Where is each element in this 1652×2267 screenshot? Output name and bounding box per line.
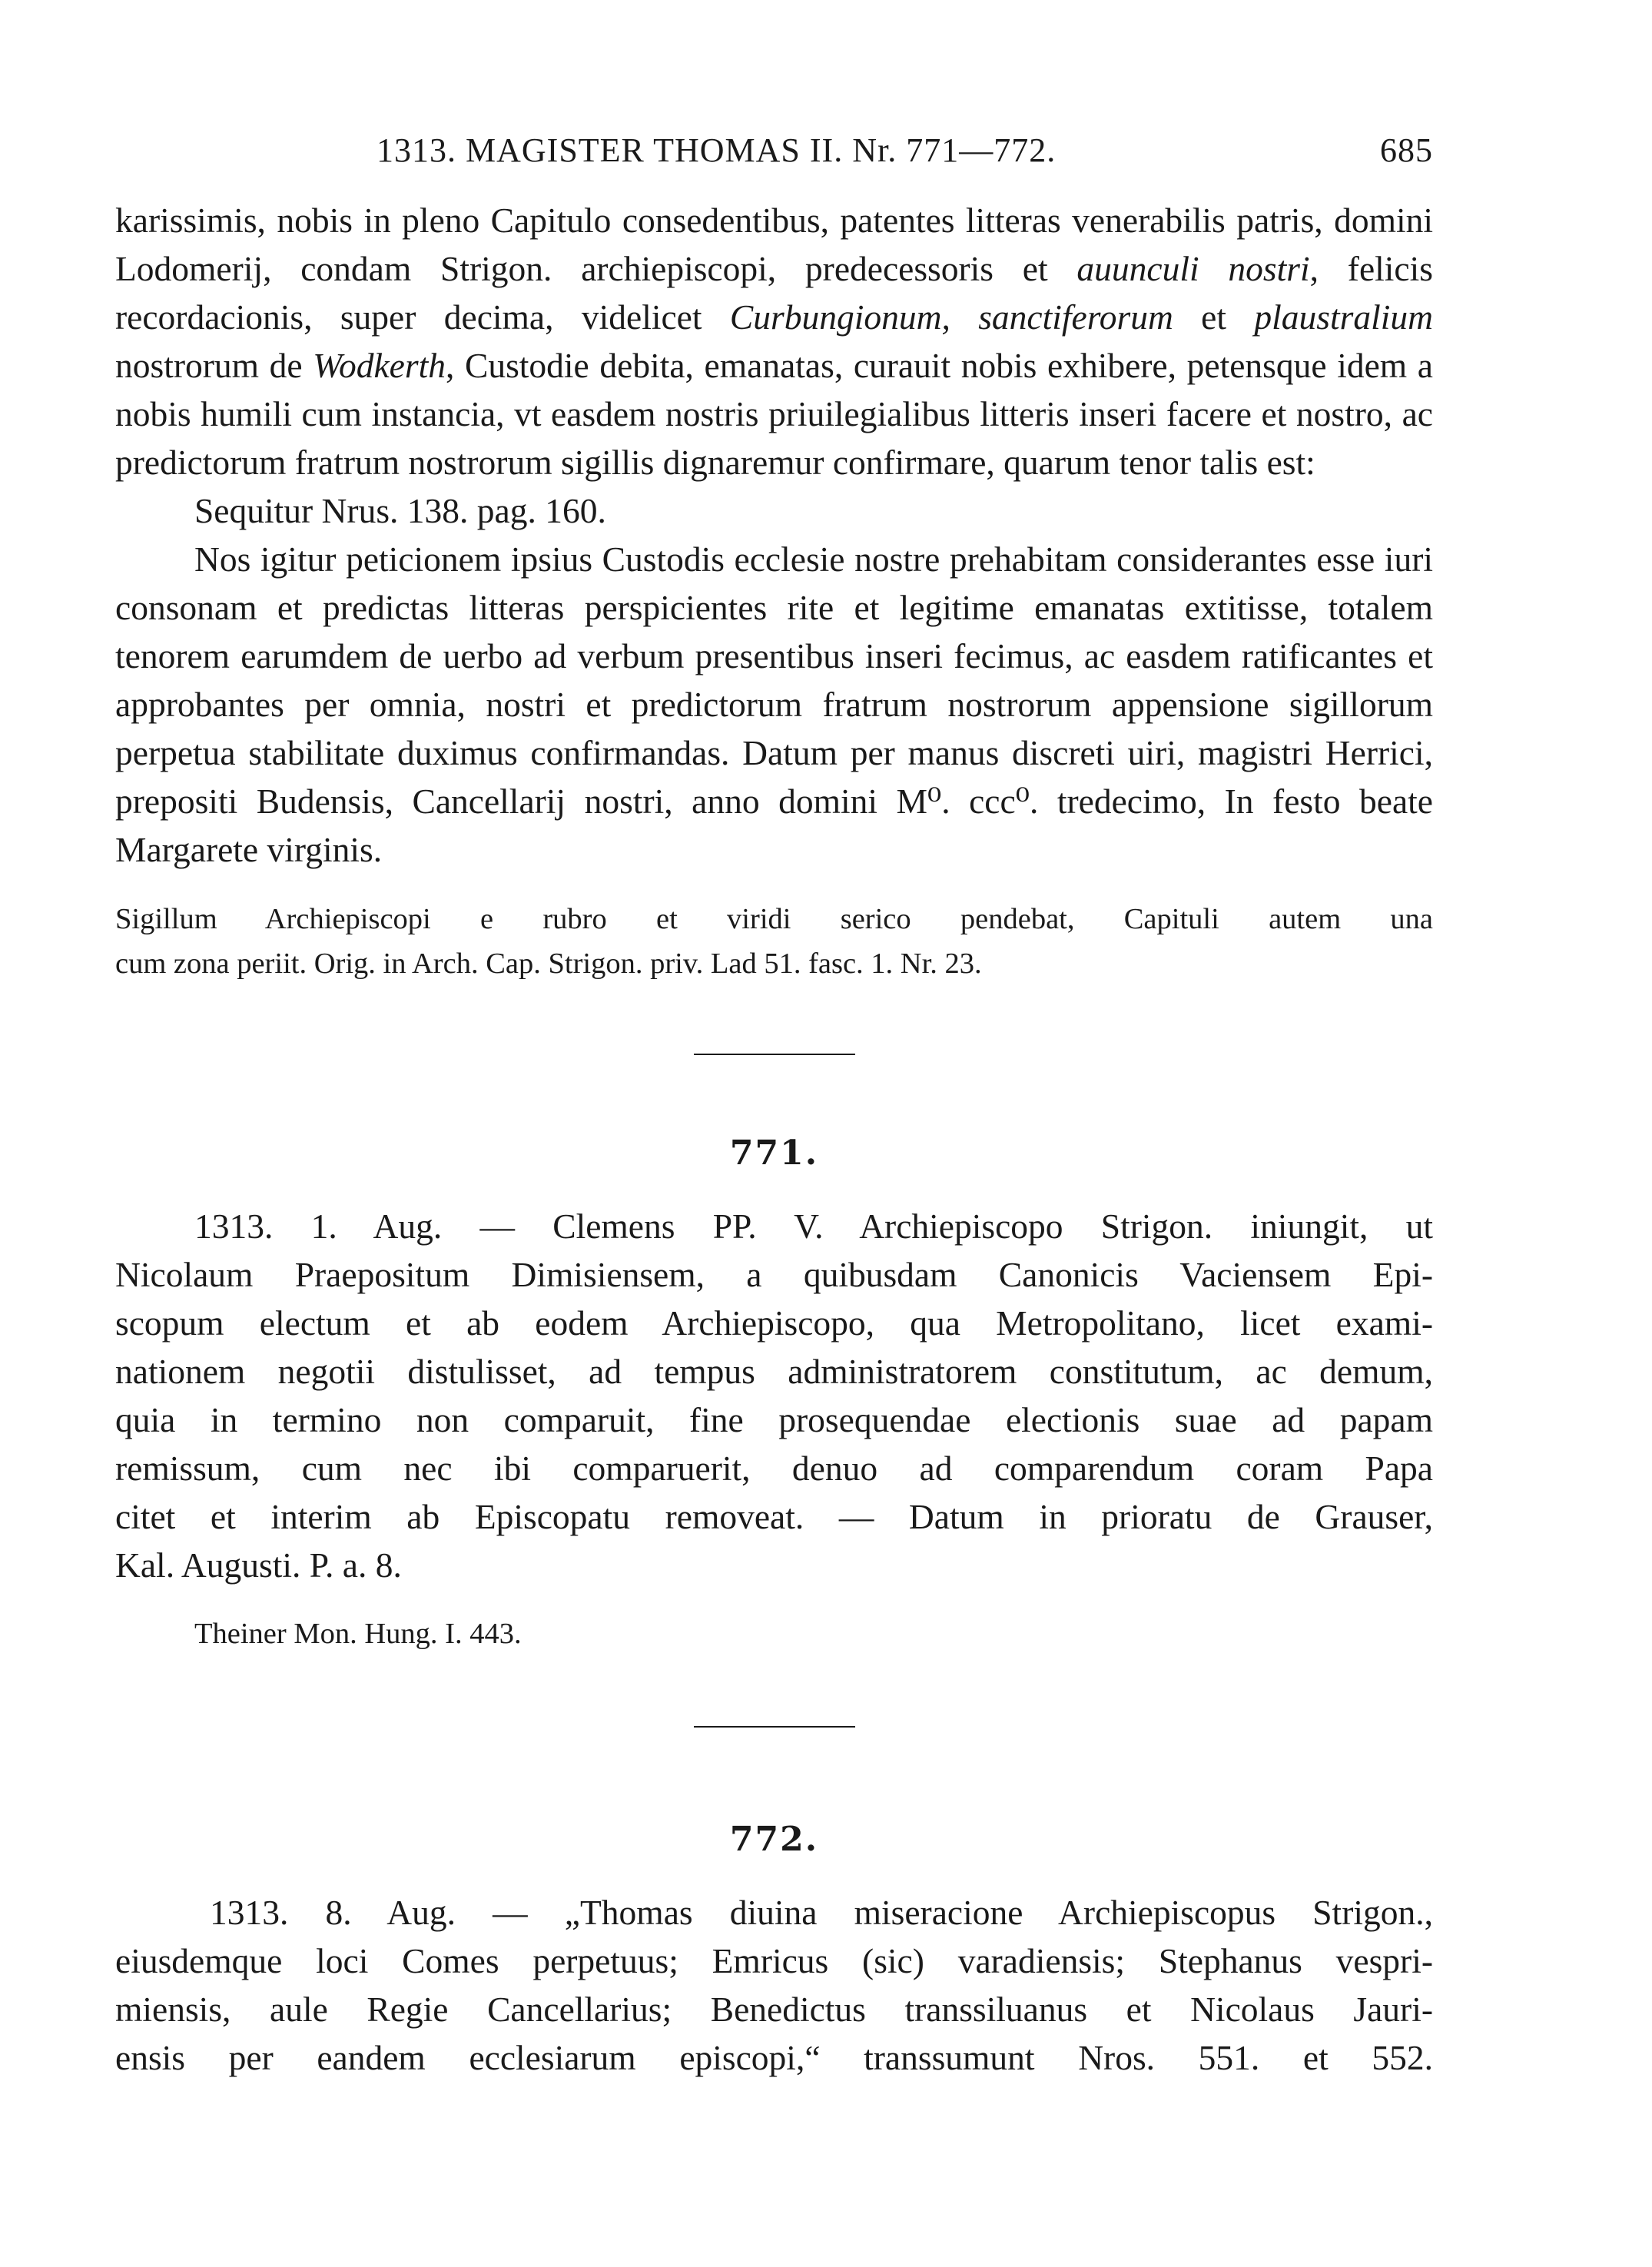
text-segment: nostrorum de: [115, 346, 313, 385]
text-segment: , Custodie debita, emanatas, curauit nobis exhibere, petensque idem a nobis humili cum instancia, vt easdem nostris priuilegialibus litteris inseri facere et nostro, ac predictorum fratrum nostrorum sigillis dignaremur confirmare, quarum tenor talis est:: [115, 346, 1433, 482]
paragraph-charter-confirmation: [115, 196, 1433, 486]
regest-line: 1313. 8. Aug. — „Thomas diuina miseracione Archiepiscopus Strigon.,: [210, 1893, 1433, 1932]
regest-line: ensis per eandem ecclesiarum episcopi,“ transsumunt Nros. 551. et 552.: [115, 2038, 1433, 2077]
entry-772-regest: [115, 1888, 1433, 2082]
text-segment: et: [1173, 297, 1255, 337]
source-citation: Theiner Mon. Hung. I. 443.: [194, 1618, 522, 1650]
cross-reference: Sequitur Nrus. 138. pag. 160.: [194, 491, 606, 530]
regest-line: remissum, cum nec ibi comparuerit, denuo ad comparendum coram Papa: [115, 1449, 1433, 1488]
entry-number: 772.: [729, 1820, 819, 1859]
entry-number: 771.: [729, 1134, 819, 1173]
regest-line: eiusdemque loci Comes perpetuus; Emricus (sic) varadiensis; Stephanus vespri-: [115, 1941, 1433, 1980]
regest-line: scopum electum et ab eodem Archiepiscopo, qua Metropolitano, licet exami-: [115, 1303, 1433, 1343]
running-title: 1313. MAGISTER THOMAS II. Nr. 771—772.: [377, 131, 1057, 169]
section-divider: [694, 1054, 855, 1055]
italic-term: auunculi nostri: [1076, 249, 1310, 288]
section-divider: [694, 1726, 855, 1728]
document-page: [115, 131, 1433, 2082]
seal-note: [115, 897, 1433, 986]
italic-term: Curbungionum, sanctiferorum: [729, 297, 1173, 337]
regest-line: Kal. Augusti. P. a. 8.: [115, 1545, 402, 1585]
running-header: [115, 131, 1433, 177]
text-segment: , felicis recordacionis, super decima, videlicet: [115, 249, 1433, 337]
italic-term: plaustralium: [1254, 297, 1433, 337]
regest-line: 1313. 1. Aug. — Clemens PP. V. Archiepiscopo Strigon. iniungit, ut: [194, 1207, 1433, 1246]
regest-line: citet et interim ab Episcopatu removeat. — Datum in prioratu de Grauser,: [115, 1497, 1433, 1536]
note-line: cum zona periit. Orig. in Arch. Cap. Strigon. priv. Lad 51. fasc. 1. Nr. 23.: [115, 948, 982, 980]
italic-place-name: Wodkerth: [313, 346, 446, 385]
regest-line: nationem negotii distulisset, ad tempus administratorem constitutum, ac demum,: [115, 1352, 1433, 1391]
regest-line: Nicolaum Praepositum Dimisiensem, a quibusdam Canonicis Vaciensem Epi-: [115, 1255, 1433, 1294]
regest-line: miensis, aule Regie Cancellarius; Benedictus transsiluanus et Nicolaus Jauri-: [115, 1990, 1433, 2029]
text-segment: karissimis, nobis in pleno Capitulo consedentibus, patentes litteras venerabilis patris, domini Lodomerij, condam Strigon. archiepiscopi, predecessoris et: [115, 201, 1433, 288]
entry-771-regest: [115, 1202, 1433, 1589]
note-line: Sigillum Archiepiscopi e rubro et viridi serico pendebat, Capituli autem una: [115, 903, 1433, 935]
paragraph-ratification: Nos igitur peticionem ipsius Custodis ecclesie nostre prehabitam considerantes esse iuri consonam et predictas litteras perspicientes rite et legitime emanatas extitisse, totalem tenorem earumdem de uerbo ad verbum presentibus inseri fecimus, ac easdem ratificantes et approbantes per omnia, nostri et predictorum fratrum nostrorum appensione sigillorum perpetua stabilitate duximus confirmandas. Datum per manus discreti uiri, magistri Herrici, prepositi Budensis, Cancellarij nostri, anno domini M⁰. ccc⁰. tredecimo, In festo beate Margarete virginis.: [115, 539, 1433, 869]
continuation-text: [115, 196, 1433, 874]
page-number: 685: [1380, 131, 1433, 169]
regest-line: quia in termino non comparuit, fine prosequendae electionis suae ad papam: [115, 1400, 1433, 1439]
